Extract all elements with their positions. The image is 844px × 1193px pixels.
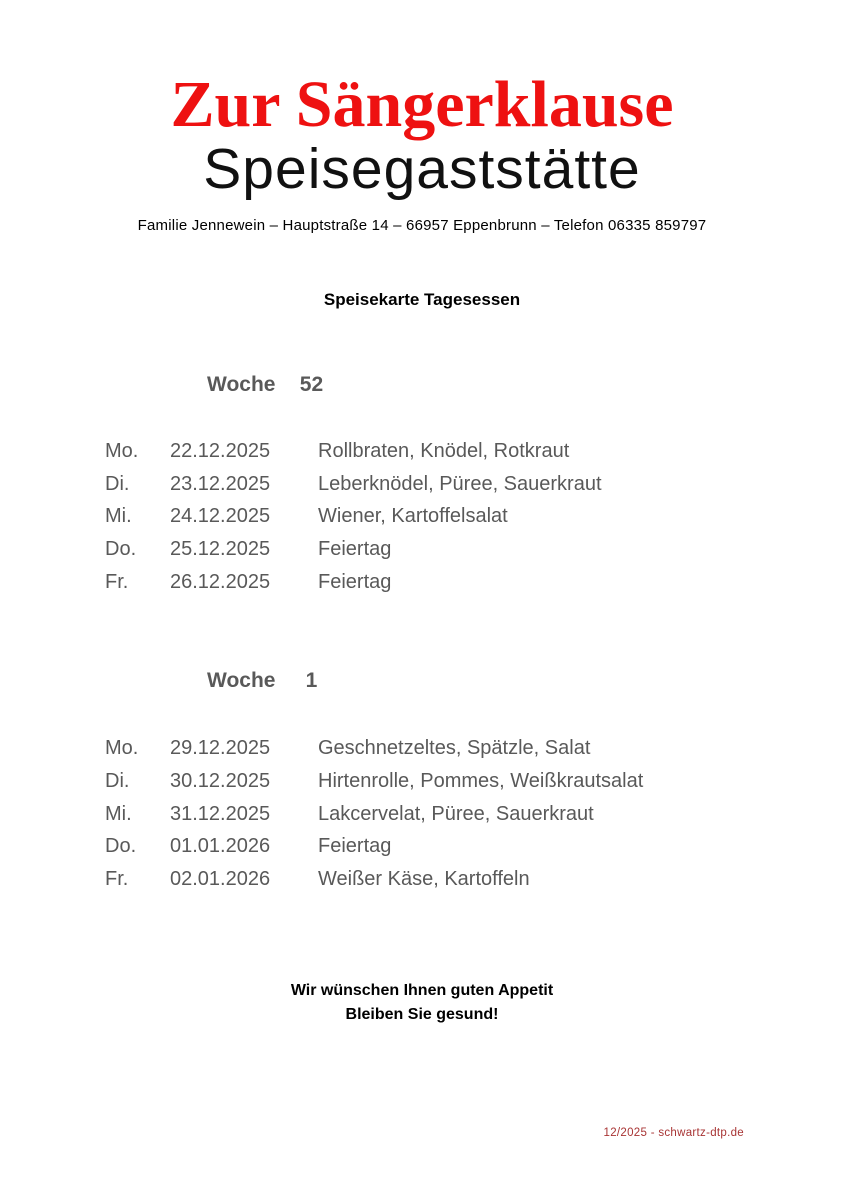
menu-date: 23.12.2025 <box>170 472 271 495</box>
week-label: Woche <box>207 372 276 396</box>
menu-meal: Rollbraten, Knödel, Rotkraut <box>318 439 570 462</box>
menu-row <box>105 737 844 770</box>
contact-address: Familie Jennewein – Hauptstraße 14 – 66957 Eppenbrunn – Telefon 06335 859797 <box>137 216 707 234</box>
closing-line-gesund: Bleiben Sie gesund! <box>345 1005 499 1023</box>
menu-day: Mo. <box>105 737 139 760</box>
menu-row <box>105 770 844 803</box>
menu-meal: Geschnetzeltes, Spätzle, Salat <box>318 737 591 760</box>
menu-row <box>105 868 844 901</box>
menu-row <box>105 538 844 571</box>
menu-day: Mo. <box>105 439 139 462</box>
menu-date: 31.12.2025 <box>170 802 271 825</box>
menu-meal: Weißer Käse, Kartoffeln <box>318 868 530 891</box>
menu-day: Di. <box>105 472 130 495</box>
menu-row <box>105 835 844 868</box>
closing-message <box>0 979 844 1027</box>
week-heading <box>207 373 844 397</box>
week-label: Woche <box>207 669 276 693</box>
menu-day: Do. <box>105 835 137 858</box>
menu-day: Fr. <box>105 570 129 593</box>
menu-day: Di. <box>105 769 130 792</box>
menu-date: 24.12.2025 <box>170 505 271 528</box>
menu-meal: Leberknödel, Püree, Sauerkraut <box>318 472 602 495</box>
menu-title: Speisekarte Tagesessen <box>323 289 521 309</box>
menu-meal: Hirtenrolle, Pommes, Weißkrautsalat <box>318 769 644 792</box>
menu-row <box>105 803 844 836</box>
week-rows <box>105 737 844 900</box>
menu-day: Do. <box>105 537 137 560</box>
footer-credit: 12/2025 - schwartz-dtp.de <box>603 1127 744 1139</box>
menu-date: 22.12.2025 <box>170 439 271 462</box>
menu-meal: Lakcervelat, Püree, Sauerkraut <box>318 802 594 825</box>
week-heading <box>207 669 844 693</box>
menu-row <box>105 571 844 604</box>
week-rows <box>105 440 844 603</box>
week-number: 52 <box>299 372 324 396</box>
menu-date: 02.01.2026 <box>170 868 271 891</box>
week-section-52 <box>0 373 844 603</box>
menu-meal: Feiertag <box>318 835 392 858</box>
closing-line-appetit: Wir wünschen Ihnen guten Appetit <box>290 981 554 999</box>
menu-date: 25.12.2025 <box>170 537 271 560</box>
menu-row <box>105 473 844 506</box>
menu-meal: Feiertag <box>318 570 392 593</box>
menu-row <box>105 505 844 538</box>
menu-day: Mi. <box>105 802 132 825</box>
menu-date: 01.01.2026 <box>170 835 271 858</box>
menu-meal: Wiener, Kartoffelsalat <box>318 505 508 528</box>
menu-day: Fr. <box>105 868 129 891</box>
menu-row <box>105 440 844 473</box>
menu-day: Mi. <box>105 505 132 528</box>
restaurant-name: Zur Sängerklause <box>170 68 674 141</box>
week-section-1 <box>0 669 844 900</box>
menu-date: 30.12.2025 <box>170 769 271 792</box>
week-number: 1 <box>305 669 318 693</box>
menu-meal: Feiertag <box>318 537 392 560</box>
restaurant-type: Speisegaststätte <box>203 137 641 201</box>
brand-header <box>0 68 844 234</box>
menu-date: 29.12.2025 <box>170 737 271 760</box>
menu-date: 26.12.2025 <box>170 570 271 593</box>
